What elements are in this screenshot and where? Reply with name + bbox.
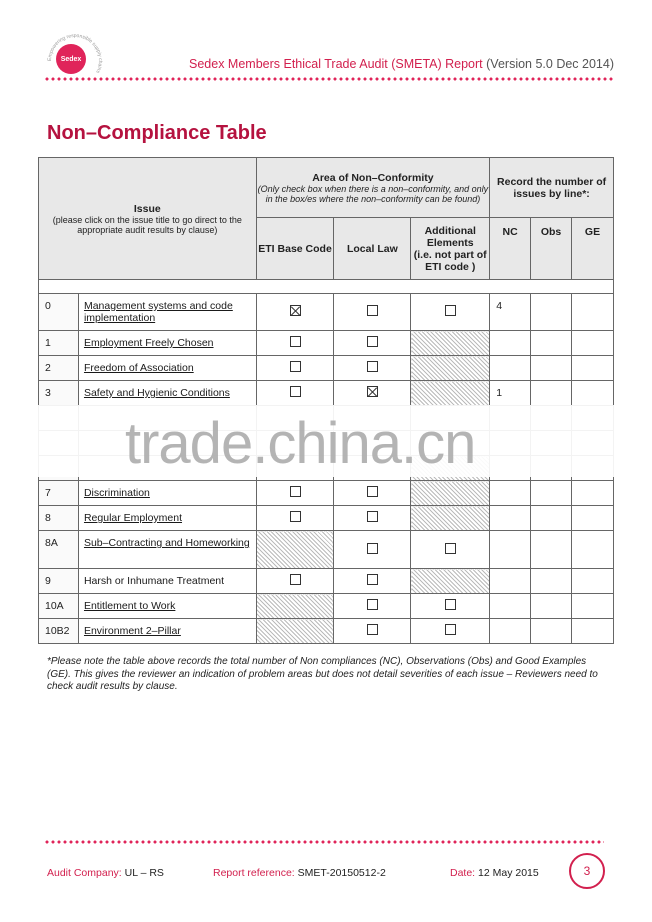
issue-title: Harsh or Inhumane Treatment — [83, 575, 225, 587]
nc-count[interactable] — [490, 356, 531, 381]
cell-add — [411, 294, 490, 331]
cell-local — [334, 619, 411, 644]
ge-count[interactable] — [572, 619, 614, 644]
checkbox[interactable] — [290, 574, 301, 585]
obs-count[interactable] — [531, 594, 572, 619]
issue-link[interactable]: Regular Employment — [83, 512, 183, 524]
report-reference-value: SMET-20150512-2 — [297, 867, 386, 879]
col-eti-header: ETI Base Code — [256, 218, 334, 280]
issue-cell — [78, 481, 256, 506]
issue-cell — [78, 619, 256, 644]
nc-count[interactable] — [490, 531, 531, 569]
table-row — [39, 481, 614, 506]
ge-count[interactable] — [572, 569, 614, 594]
non-compliance-table — [38, 157, 614, 644]
issue-link[interactable]: Environment 2–Pillar — [83, 625, 181, 637]
col-nc-header: NC — [490, 218, 531, 280]
checkbox[interactable] — [445, 599, 456, 610]
table-row — [39, 381, 614, 406]
cell-add — [411, 506, 490, 531]
issue-cell — [78, 331, 256, 356]
issue-cell — [78, 506, 256, 531]
cell-local — [334, 594, 411, 619]
col-additional-header — [411, 218, 490, 280]
issue-number: 2 — [39, 356, 79, 381]
area-header: Area of Non–Conformity — [312, 171, 434, 184]
report-version: (Version 5.0 Dec 2014) — [486, 57, 614, 71]
nc-count[interactable] — [490, 619, 531, 644]
checkbox[interactable] — [367, 574, 378, 585]
checkbox[interactable] — [290, 486, 301, 497]
logo-ring-text: Empowering responsible supply chains — [46, 32, 104, 74]
issue-cell — [78, 294, 256, 331]
issue-number: 9 — [39, 569, 79, 594]
checkbox[interactable] — [367, 599, 378, 610]
issue-number: 8A — [39, 531, 79, 569]
cell-local — [334, 381, 411, 406]
obs-count[interactable] — [531, 356, 572, 381]
obs-count[interactable] — [531, 506, 572, 531]
ge-count[interactable] — [572, 331, 614, 356]
nc-count[interactable] — [490, 331, 531, 356]
table-row — [39, 506, 614, 531]
obs-count[interactable] — [531, 331, 572, 356]
ge-count[interactable] — [572, 506, 614, 531]
ge-count[interactable] — [572, 381, 614, 406]
issue-header: Issue — [133, 202, 161, 215]
page-title: Non–Compliance Table — [47, 122, 267, 144]
cell-eti — [256, 531, 334, 569]
cell-eti — [256, 331, 334, 356]
cell-eti — [256, 569, 334, 594]
watermark-text: trade.china.cn — [125, 411, 476, 476]
issue-number: 7 — [39, 481, 79, 506]
audit-company-value: UL – RS — [124, 867, 164, 879]
nc-count[interactable] — [490, 569, 531, 594]
issue-link[interactable]: Sub–Contracting and Homeworking — [83, 537, 250, 549]
footnote: *Please note the table above records the total number of Non compliances (NC), Observations (Obs) and Good Examples (GE). This gives the reviewer an indication of problem areas but does not detail severities of each issue – Reviewers need to check audit results by clause. — [47, 656, 598, 692]
cell-local — [334, 356, 411, 381]
checkbox[interactable] — [290, 361, 301, 372]
col-additional-label: Additional Elements — [424, 224, 476, 249]
checkbox[interactable] — [367, 624, 378, 635]
cell-add — [411, 331, 490, 356]
checkbox[interactable] — [290, 511, 301, 522]
cell-local — [334, 294, 411, 331]
checkbox[interactable] — [290, 336, 301, 347]
area-header-note: (Only check box when there is a non–conformity, and only in the box/es where the non–conformity can be found) — [257, 183, 489, 204]
issue-header-cell — [39, 158, 257, 280]
checkbox[interactable] — [367, 305, 378, 316]
issue-link[interactable]: Management systems and code implementation — [83, 300, 233, 324]
issue-number: 10A — [39, 594, 79, 619]
area-header-cell — [256, 158, 490, 218]
cell-eti — [256, 294, 334, 331]
nc-count[interactable]: 1 — [490, 381, 531, 406]
issue-number: 10B2 — [39, 619, 79, 644]
report-title: Sedex Members Ethical Trade Audit (SMETA) Report — [189, 57, 483, 71]
record-header-cell — [490, 158, 614, 218]
issue-header-note: (please click on the issue title to go direct to the appropriate audit results by clause) — [52, 214, 242, 235]
table-row — [39, 356, 614, 381]
issue-cell — [78, 381, 256, 406]
checkbox[interactable] — [367, 361, 378, 372]
report-reference-label: Report reference: — [213, 867, 295, 879]
report-header-title — [189, 57, 614, 71]
cell-local — [334, 481, 411, 506]
obs-count[interactable] — [531, 619, 572, 644]
obs-count[interactable] — [531, 569, 572, 594]
issue-cell — [78, 594, 256, 619]
col-ge-header: GE — [572, 218, 614, 280]
col-obs-header: Obs — [531, 218, 572, 280]
issue-number: 0 — [39, 294, 79, 331]
cell-add — [411, 481, 490, 506]
obs-count[interactable] — [531, 294, 572, 331]
cell-local — [334, 569, 411, 594]
table-row — [39, 294, 614, 331]
issue-number: 1 — [39, 331, 79, 356]
header-spacer — [39, 280, 614, 294]
footer-date — [450, 867, 539, 879]
ge-count[interactable] — [572, 531, 614, 569]
issue-cell — [78, 356, 256, 381]
cell-local — [334, 531, 411, 569]
issue-link[interactable]: Freedom of Association — [83, 362, 194, 374]
date-label: Date: — [450, 867, 476, 879]
checkbox[interactable] — [445, 305, 456, 316]
table-row — [39, 619, 614, 644]
nc-count[interactable] — [490, 481, 531, 506]
cell-add — [411, 569, 490, 594]
table-row — [39, 569, 614, 594]
checkbox[interactable] — [290, 386, 301, 397]
table-row — [39, 531, 614, 569]
date-value: 12 May 2015 — [478, 867, 539, 879]
cell-eti — [256, 356, 334, 381]
col-additional-note: (i.e. not part of ETI code ) — [413, 248, 487, 273]
issue-link[interactable]: Discrimination — [83, 487, 150, 499]
cell-eti — [256, 619, 334, 644]
nc-count[interactable] — [490, 506, 531, 531]
nc-count[interactable]: 4 — [490, 294, 531, 331]
cell-add — [411, 356, 490, 381]
ge-count[interactable] — [572, 356, 614, 381]
issue-cell — [78, 569, 256, 594]
cell-local — [334, 506, 411, 531]
cell-eti — [256, 506, 334, 531]
footer-dotted-divider — [44, 840, 604, 844]
cell-local — [334, 331, 411, 356]
checkbox[interactable] — [367, 543, 378, 554]
cell-add — [411, 594, 490, 619]
issue-number: 8 — [39, 506, 79, 531]
cell-add — [411, 619, 490, 644]
checkbox[interactable] — [367, 336, 378, 347]
issue-cell — [78, 531, 256, 569]
footer-audit-company — [47, 867, 164, 879]
checked-checkbox[interactable] — [367, 386, 378, 397]
header-dotted-divider — [44, 77, 614, 81]
issue-link[interactable]: Safety and Hygienic Conditions — [83, 387, 230, 399]
cell-eti — [256, 481, 334, 506]
checkbox[interactable] — [367, 511, 378, 522]
ge-count[interactable] — [572, 481, 614, 506]
audit-company-label: Audit Company: — [47, 867, 122, 879]
issue-link[interactable]: Entitlement to Work — [83, 600, 176, 612]
cell-add — [411, 531, 490, 569]
table-row — [39, 331, 614, 356]
cell-eti — [256, 381, 334, 406]
checkbox[interactable] — [367, 486, 378, 497]
sedex-logo — [44, 30, 106, 92]
ge-count[interactable] — [572, 294, 614, 331]
ge-count[interactable] — [572, 594, 614, 619]
obs-count[interactable] — [531, 381, 572, 406]
cell-eti — [256, 594, 334, 619]
record-header: Record the number of issues by line*: — [497, 175, 607, 200]
checked-checkbox[interactable] — [290, 305, 301, 316]
table-row — [39, 594, 614, 619]
nc-count[interactable] — [490, 594, 531, 619]
page-number: 3 — [569, 853, 605, 889]
obs-count[interactable] — [531, 531, 572, 569]
logo-circle: Sedex — [56, 44, 86, 74]
issue-link[interactable]: Employment Freely Chosen — [83, 337, 214, 349]
footer-report-reference — [213, 867, 386, 879]
checkbox[interactable] — [445, 543, 456, 554]
checkbox[interactable] — [445, 624, 456, 635]
cell-add — [411, 381, 490, 406]
obs-count[interactable] — [531, 481, 572, 506]
issue-number: 3 — [39, 381, 79, 406]
col-local-header: Local Law — [334, 218, 411, 280]
